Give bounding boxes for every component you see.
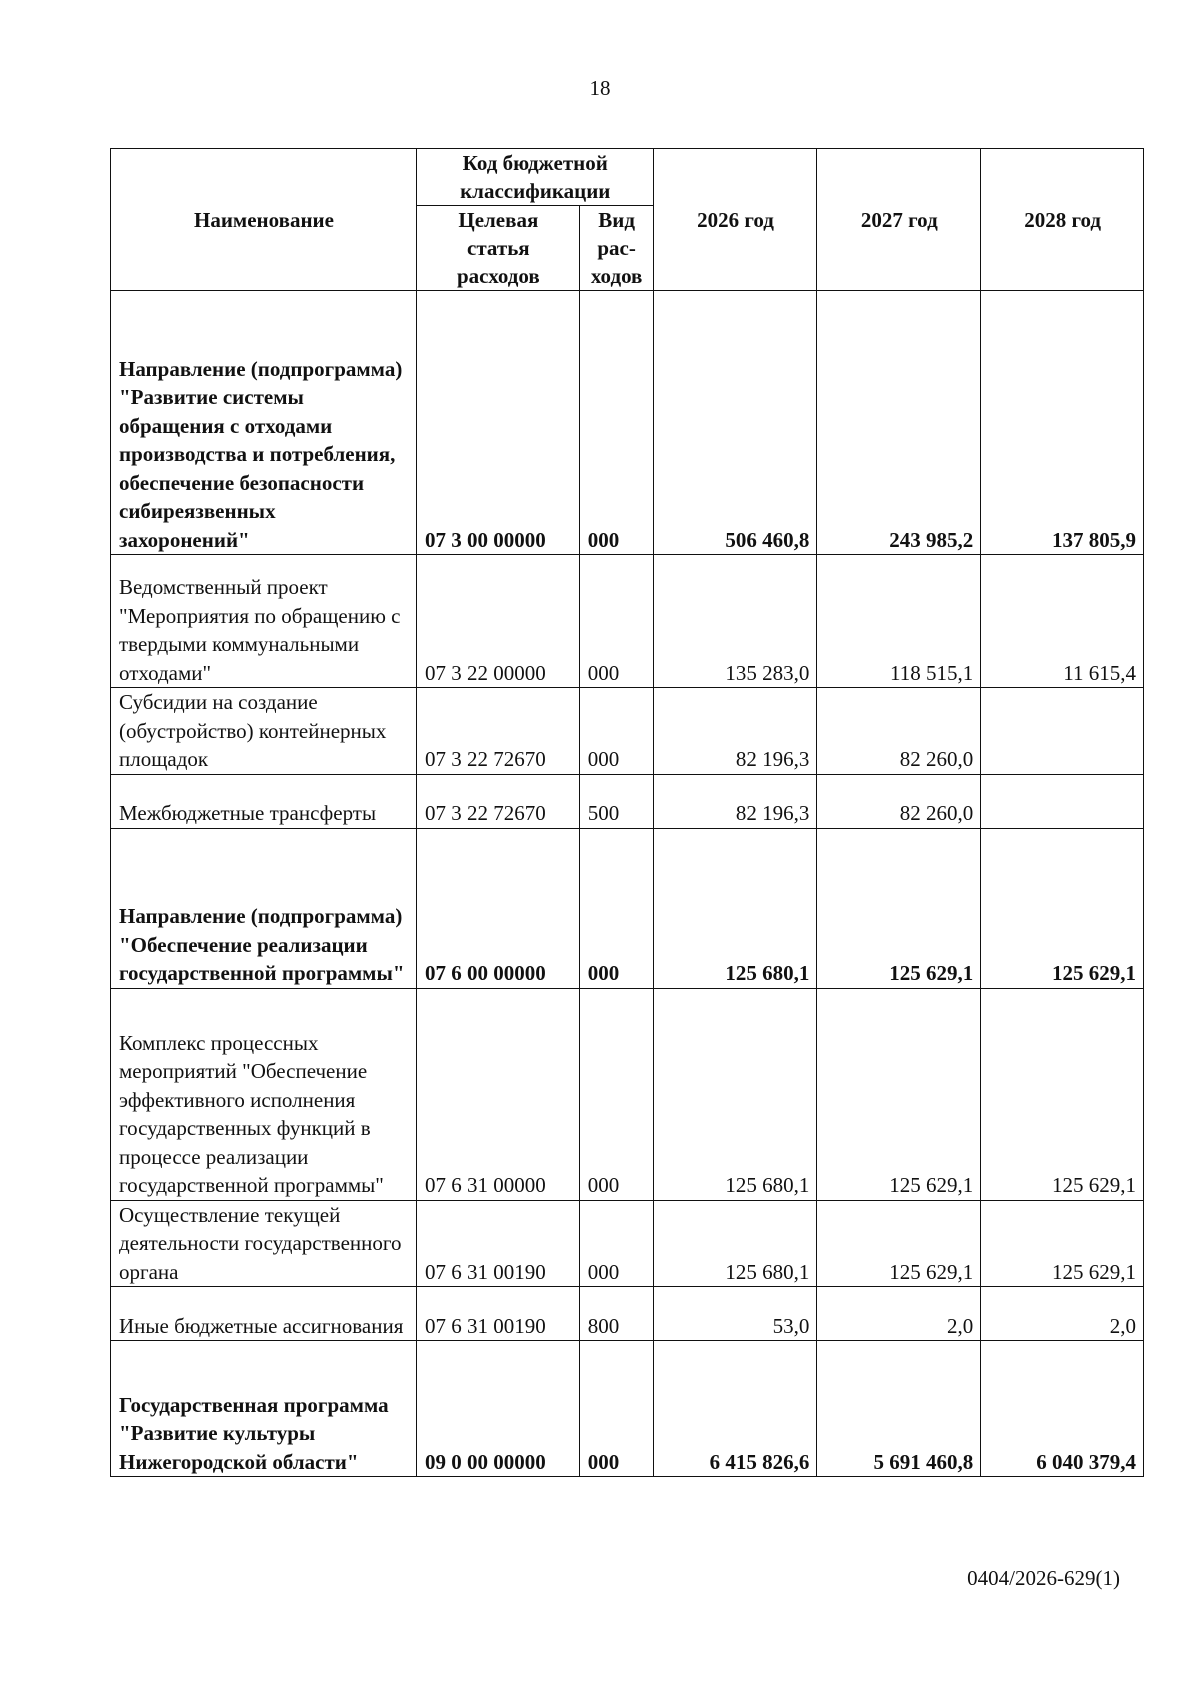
row-value-2027: 82 260,0 [817, 688, 981, 775]
header-year-2027: 2027 год [817, 149, 981, 291]
table-row [111, 988, 1144, 1200]
row-name: Государственная программа "Развитие культуры Нижегородской области" [111, 1341, 417, 1477]
row-name: Межбюджетные трансферты [111, 774, 417, 828]
row-value-2028 [981, 688, 1144, 775]
table-row [111, 1341, 1144, 1477]
row-target-code: 07 6 31 00000 [416, 988, 579, 1200]
row-value-2028: 125 629,1 [981, 828, 1144, 988]
row-value-2027: 118 515,1 [817, 555, 981, 688]
row-value-2027: 125 629,1 [817, 828, 981, 988]
row-name: Осуществление текущей деятельности государственного органа [111, 1200, 417, 1287]
header-year-2028: 2028 год [981, 149, 1144, 291]
row-value-2026: 506 460,8 [653, 291, 817, 555]
row-value-2026: 125 680,1 [653, 828, 817, 988]
table-row [111, 291, 1144, 555]
row-value-2028: 137 805,9 [981, 291, 1144, 555]
row-target-code: 07 3 00 00000 [416, 291, 579, 555]
row-target-code: 07 6 00 00000 [416, 828, 579, 988]
row-target-code: 07 3 22 72670 [416, 688, 579, 775]
row-name: Направление (подпрограмма) "Развитие системы обращения с отходами производства и потребления, обеспечение безопасности сибиреязвенных захоронений" [111, 291, 417, 555]
row-expense-kind: 000 [579, 291, 653, 555]
row-expense-kind: 000 [579, 688, 653, 775]
row-name: Ведомственный проект "Мероприятия по обращению с твердыми коммунальными отходами" [111, 555, 417, 688]
page-number: 18 [589, 76, 611, 100]
row-value-2028: 2,0 [981, 1287, 1144, 1341]
row-value-2026: 82 196,3 [653, 688, 817, 775]
table-row [111, 1200, 1144, 1287]
row-value-2026: 135 283,0 [653, 555, 817, 688]
row-value-2026: 125 680,1 [653, 1200, 817, 1287]
header-code-group: Код бюджетной классификации [416, 149, 653, 206]
row-expense-kind: 800 [579, 1287, 653, 1341]
row-target-code: 07 3 22 72670 [416, 774, 579, 828]
header-target-article: Целевая статья расходов [416, 206, 579, 291]
header-year-2026: 2026 год [653, 149, 817, 291]
row-expense-kind: 000 [579, 828, 653, 988]
row-target-code: 07 3 22 00000 [416, 555, 579, 688]
table-row [111, 774, 1144, 828]
row-expense-kind: 000 [579, 1341, 653, 1477]
row-name: Иные бюджетные ассигнования [111, 1287, 417, 1341]
row-value-2027: 125 629,1 [817, 1200, 981, 1287]
header-name: Наименование [111, 149, 417, 291]
row-value-2027: 125 629,1 [817, 988, 981, 1200]
row-expense-kind: 000 [579, 1200, 653, 1287]
row-target-code: 07 6 31 00190 [416, 1287, 579, 1341]
table-row [111, 688, 1144, 775]
budget-table [110, 148, 1144, 1477]
row-name: Направление (подпрограмма) "Обеспечение реализации государственной программы" [111, 828, 417, 988]
table-row [111, 828, 1144, 988]
row-value-2027: 243 985,2 [817, 291, 981, 555]
row-value-2028: 11 615,4 [981, 555, 1144, 688]
row-value-2027: 82 260,0 [817, 774, 981, 828]
row-expense-kind: 000 [579, 988, 653, 1200]
row-value-2028 [981, 774, 1144, 828]
row-expense-kind: 000 [579, 555, 653, 688]
row-value-2027: 2,0 [817, 1287, 981, 1341]
table-row [111, 555, 1144, 688]
row-name: Субсидии на создание (обустройство) контейнерных площадок [111, 688, 417, 775]
row-value-2026: 125 680,1 [653, 988, 817, 1200]
table-row [111, 1287, 1144, 1341]
row-target-code: 09 0 00 00000 [416, 1341, 579, 1477]
row-value-2028: 125 629,1 [981, 988, 1144, 1200]
header-expense-kind: Вид рас- ходов [579, 206, 653, 291]
row-value-2026: 53,0 [653, 1287, 817, 1341]
row-value-2026: 6 415 826,6 [653, 1341, 817, 1477]
row-name: Комплекс процессных мероприятий "Обеспечение эффективного исполнения государственных функций в процессе реализации государственной программы" [111, 988, 417, 1200]
row-expense-kind: 500 [579, 774, 653, 828]
row-value-2028: 125 629,1 [981, 1200, 1144, 1287]
row-value-2027: 5 691 460,8 [817, 1341, 981, 1477]
document-code: 0404/2026-629(1) [967, 1566, 1120, 1590]
row-value-2028: 6 040 379,4 [981, 1341, 1144, 1477]
row-value-2026: 82 196,3 [653, 774, 817, 828]
row-target-code: 07 6 31 00190 [416, 1200, 579, 1287]
